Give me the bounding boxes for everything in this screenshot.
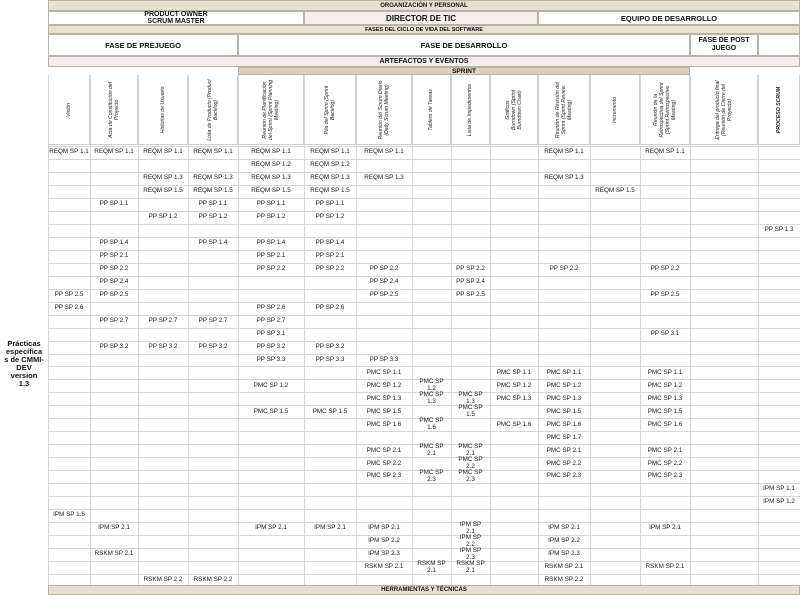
practice-cell: PMC SP 2.3 <box>419 469 444 483</box>
side-label: Prácticas específica s de CMMI- DEV version 1.3 <box>4 339 44 388</box>
column-divider <box>490 75 491 587</box>
column-divider <box>412 75 413 587</box>
practice-cell: PMC SP 1.2 <box>419 378 444 392</box>
practice-cell: PP SP 3.1 <box>650 329 680 337</box>
practice-cell: PMC SP 2.2 <box>546 459 582 467</box>
practice-cell: PP SP 3.2 <box>148 342 178 350</box>
row-divider <box>48 509 800 510</box>
practice-cell: PMC SP 1.2 <box>253 381 289 389</box>
practice-cell: PP SP 2.2 <box>456 264 485 272</box>
column-header-label: Tablero de Tareas <box>428 88 434 131</box>
practice-cell: PP SP 1.4 <box>315 239 345 247</box>
column-header-label: Lista de Producto (Product Backlog) <box>206 78 219 141</box>
practice-cell: IPM SP 2.1 <box>314 524 346 532</box>
practice-cell: PMC SP 1.2 <box>546 381 582 389</box>
practice-cell: PP SP 2.5 <box>369 290 399 298</box>
column-header-label: Gráficos Burndown (Sprint Burndown Chart) <box>504 89 523 130</box>
practice-cell: REQM SP 1.1 <box>544 148 584 156</box>
practice-cell: PMC SP 1.2 <box>366 381 402 389</box>
column-header-12 <box>590 75 640 145</box>
practice-cell: PP SP 1.4 <box>99 239 129 247</box>
practice-cell: PMC SP 1.7 <box>546 433 582 441</box>
practice-cell: PP SP 2.1 <box>99 251 129 259</box>
column-header-1 <box>48 75 90 145</box>
column-header-3 <box>138 75 188 145</box>
practice-cell: PP SP 2.4 <box>369 277 399 285</box>
column-header-4 <box>188 75 238 145</box>
column-header-9 <box>451 75 490 145</box>
practice-cell: IPM SP 1.6 <box>53 511 85 519</box>
practice-cell: REQM SP 1.5 <box>595 187 635 195</box>
practice-cell: PP SP 2.1 <box>315 251 345 259</box>
row-divider <box>48 535 800 536</box>
practice-cell: PMC SP 1.1 <box>647 368 683 376</box>
director-header: DIRECTOR DE TIC <box>304 11 538 25</box>
practice-cell: PP SP 3.3 <box>256 355 286 363</box>
practice-cell: PP SP 2.2 <box>99 264 129 272</box>
practice-cell: IPM SP 1.1 <box>763 485 795 493</box>
practice-cell: RSKM SP 2.2 <box>193 576 233 584</box>
practice-cell: PP SP 3.1 <box>256 329 286 337</box>
column-header-label: Reunión del Scrum Diario (Daily Scrum Meeting) <box>377 79 390 140</box>
practice-cell: IPM SP 2.1 <box>649 524 681 532</box>
sprint-band: SPRINT <box>238 67 690 75</box>
practice-cell: REQM SP 1.1 <box>193 148 233 156</box>
column-header-label: Visión <box>65 102 72 117</box>
row-divider <box>48 224 800 225</box>
row-divider <box>48 354 800 355</box>
practice-cell: REQM SP 1.1 <box>251 148 291 156</box>
practice-cell: REQM SP 1.5 <box>251 187 291 195</box>
practice-cell: RSKM SP 2.1 <box>94 550 134 558</box>
practice-cell: PP SP 3.3 <box>369 355 399 363</box>
practice-cell: PP SP 1.3 <box>764 226 794 234</box>
column-header-label: Entrega del producto final (Reunión de Cierre del Proyecto) <box>714 79 733 140</box>
practice-cell: REQM SP 1.1 <box>94 148 134 156</box>
practice-cell: PP SP 3.2 <box>198 342 228 350</box>
practice-cell: PP SP 2.4 <box>99 277 129 285</box>
practice-cell: IPM SP 1.2 <box>763 498 795 506</box>
practice-cell: PP SP 2.5 <box>650 290 680 298</box>
org-band: ORGANIZACIÓN Y PERSONAL <box>48 0 800 11</box>
column-divider <box>690 75 691 587</box>
practice-cell: PP SP 3.2 <box>256 342 286 350</box>
column-header-label: Acta de Constitución del Proyecto <box>107 81 120 138</box>
practice-cell: PP SP 2.2 <box>315 264 345 272</box>
practice-cell: REQM SP 1.1 <box>49 148 89 156</box>
practice-cell: REQM SP 1.5 <box>193 187 233 195</box>
practice-cell: PP SP 3.3 <box>315 355 345 363</box>
practice-cell: RSKM SP 2.1 <box>364 563 404 571</box>
practice-cell: PP SP 2.7 <box>198 316 228 324</box>
practice-cell: IPM SP 2.1 <box>459 521 482 535</box>
practice-cell: PP SP 1.2 <box>198 213 228 221</box>
desarrollo-header: FASE DE DESARROLLO <box>238 34 690 56</box>
column-header-label: Reunión de la Retrospectiva del Sprint (Sprint Retrospective Meeting) <box>652 81 677 138</box>
practice-cell: PMC SP 1.6 <box>496 420 532 428</box>
practice-cell: REQM SP 1.5 <box>310 187 350 195</box>
practice-cell: IPM SP 2.3 <box>368 550 400 558</box>
row-divider <box>48 548 800 549</box>
row-divider <box>48 276 800 277</box>
practice-cell: REQM SP 1.1 <box>364 148 404 156</box>
equipo-header: EQUIPO DE DESARROLLO <box>538 11 800 25</box>
practice-cell: PP SP 2.2 <box>650 264 680 272</box>
practice-cell: REQM SP 1.5 <box>143 187 183 195</box>
column-header-14 <box>690 75 758 145</box>
practice-cell: IPM SP 2.1 <box>98 524 130 532</box>
practice-cell: PP SP 2.6 <box>256 303 286 311</box>
practice-cell: PMC SP 1.3 <box>496 394 532 402</box>
practice-cell: PMC SP 1.5 <box>366 407 402 415</box>
practice-cell: PMC SP 1.6 <box>419 417 444 431</box>
practice-cell: RSKM SP 2.2 <box>143 576 183 584</box>
practice-cell: PMC SP 1.1 <box>546 368 582 376</box>
column-header-2 <box>90 75 138 145</box>
row-divider <box>48 159 800 160</box>
practice-cell: RSKM SP 2.1 <box>417 560 446 574</box>
post-juego-header: FASE DE POST JUEGO <box>690 34 758 56</box>
practice-cell: PMC SP 1.3 <box>546 394 582 402</box>
practice-cell: PP SP 3.2 <box>315 342 345 350</box>
practice-cell: REQM SP 1.3 <box>193 174 233 182</box>
row-divider <box>48 198 800 199</box>
practice-cell: PMC SP 1.2 <box>647 381 683 389</box>
practice-cell: PP SP 2.7 <box>148 316 178 324</box>
practice-cell: PP SP 2.4 <box>456 277 485 285</box>
column-header-5 <box>238 75 304 145</box>
practice-cell: PMC SP 1.5 <box>458 404 483 418</box>
practice-cell: PP SP 2.5 <box>456 290 485 298</box>
practice-cell: PMC SP 2.1 <box>419 443 444 457</box>
practice-cell: REQM SP 1.3 <box>544 174 584 182</box>
practice-cell: PP SP 1.1 <box>99 200 129 208</box>
practice-cell: PMC SP 1.6 <box>546 420 582 428</box>
practice-cell: PMC SP 1.5 <box>312 407 348 415</box>
practice-cell: PMC SP 2.3 <box>458 469 483 483</box>
practice-cell: PP SP 2.2 <box>369 264 399 272</box>
practice-cell: RSKM SP 2.1 <box>645 563 685 571</box>
practice-cell: PMC SP 1.6 <box>366 420 402 428</box>
practice-cell: REQM SP 1.2 <box>310 161 350 169</box>
practice-cell: PMC SP 1.5 <box>253 407 289 415</box>
column-header-15 <box>758 75 800 145</box>
column-header-label: PROCESO SCRUM <box>775 86 782 133</box>
row-divider <box>48 496 800 497</box>
practice-cell: PMC SP 1.3 <box>647 394 683 402</box>
practice-cell: PP SP 2.6 <box>54 303 84 311</box>
practice-cell: PMC SP 2.3 <box>647 472 683 480</box>
practice-cell: PP SP 1.1 <box>315 200 345 208</box>
practice-cell: PMC SP 1.5 <box>546 407 582 415</box>
practice-cell: PMC SP 1.3 <box>366 394 402 402</box>
practice-cell: REQM SP 1.2 <box>251 161 291 169</box>
column-divider <box>451 75 452 587</box>
practice-cell: PMC SP 1.5 <box>647 407 683 415</box>
column-header-10 <box>490 75 538 145</box>
practice-cell: PMC SP 2.1 <box>546 446 582 454</box>
practice-cell: PP SP 1.2 <box>315 213 345 221</box>
practice-cell: REQM SP 1.3 <box>310 174 350 182</box>
column-header-label: Reunión de Planificación del Sprint (Sprint Planning Meeting) <box>261 79 280 140</box>
practice-cell: PP SP 2.2 <box>256 264 286 272</box>
practice-cell: PP SP 2.5 <box>99 290 129 298</box>
practice-cell: RSKM SP 2.1 <box>456 560 485 574</box>
practice-cell: PP SP 1.1 <box>256 200 286 208</box>
practice-cell: IPM SP 2.3 <box>548 550 580 558</box>
row-divider <box>48 237 800 238</box>
practice-cell: PMC SP 1.1 <box>366 368 402 376</box>
practice-cell: PP SP 1.4 <box>256 239 286 247</box>
column-header-label: Reunión de Revisión del Sprint (Sprint Review Meeting) <box>554 81 573 138</box>
practice-cell: REQM SP 1.3 <box>251 174 291 182</box>
column-header-7 <box>356 75 412 145</box>
practice-cell: PMC SP 2.2 <box>647 459 683 467</box>
practice-cell: PMC SP 1.1 <box>496 368 532 376</box>
practice-cell: REQM SP 1.1 <box>310 148 350 156</box>
practice-cell: PMC SP 2.3 <box>546 472 582 480</box>
product-owner-header: PRODUCT OWNER SCRUM MASTER <box>48 11 304 25</box>
column-header-label: Lista de Impedimentos <box>467 83 473 136</box>
artefactos-band: ARTEFACTOS Y EVENTOS <box>48 56 800 67</box>
practice-cell: REQM SP 1.3 <box>143 174 183 182</box>
practice-cell: PMC SP 2.1 <box>647 446 683 454</box>
practice-cell: IPM SP 2.2 <box>459 534 482 548</box>
practice-cell: REQM SP 1.1 <box>645 148 685 156</box>
practice-cell: PP SP 1.2 <box>148 213 178 221</box>
practice-cell: PMC SP 1.2 <box>496 381 532 389</box>
column-header-label: Incremento <box>611 96 618 123</box>
row-divider <box>48 250 800 251</box>
practice-cell: PMC SP 2.2 <box>366 459 402 467</box>
practice-cell: PP SP 1.2 <box>256 213 286 221</box>
practice-cell: PP SP 2.1 <box>256 251 286 259</box>
practice-cell: PMC SP 2.1 <box>366 446 402 454</box>
practice-cell: RSKM SP 2.2 <box>544 576 584 584</box>
practice-cell: PP SP 2.6 <box>315 303 345 311</box>
practice-cell: PP SP 2.2 <box>549 264 579 272</box>
practice-cell: IPM SP 2.2 <box>368 537 400 545</box>
column-header-6 <box>304 75 356 145</box>
practice-cell: RSKM SP 2.1 <box>544 563 584 571</box>
column-divider <box>758 75 759 587</box>
practice-cell: PMC SP 1.3 <box>419 391 444 405</box>
column-divider <box>590 75 591 587</box>
practice-cell: PP SP 3.2 <box>99 342 129 350</box>
column-header-label: Historias de Usuario <box>159 86 166 133</box>
fases-band: FASES DEL CICLO DE VIDA DEL SOFTWARE <box>48 25 800 34</box>
practice-cell: PP SP 2.7 <box>99 316 129 324</box>
column-header-label: Pila del Sprint (Sprint Backlog) <box>323 85 336 134</box>
practice-cell: PP SP 2.5 <box>54 290 84 298</box>
row-divider <box>48 302 800 303</box>
practice-cell: PMC SP 2.2 <box>458 456 483 470</box>
practice-cell: PMC SP 1.6 <box>647 420 683 428</box>
practice-cell: PMC SP 1.3 <box>458 391 483 405</box>
herramientas-band: HERRAMIENTAS Y TÉCNICAS <box>48 585 800 595</box>
practice-cell: IPM SP 2.3 <box>459 547 482 561</box>
practice-cell: IPM SP 2.1 <box>255 524 287 532</box>
prejuego-header: FASE DE PREJUEGO <box>48 34 238 56</box>
practice-cell: IPM SP 2.1 <box>368 524 400 532</box>
practice-cell: IPM SP 2.1 <box>548 524 580 532</box>
practice-cell: PP SP 2.7 <box>256 316 286 324</box>
practice-cell: PMC SP 2.3 <box>366 472 402 480</box>
column-header-11 <box>538 75 590 145</box>
practice-cell: REQM SP 1.1 <box>143 148 183 156</box>
practice-cell: PMC SP 2.1 <box>458 443 483 457</box>
practice-cell: PP SP 1.1 <box>198 200 228 208</box>
practice-cell: PP SP 1.4 <box>198 239 228 247</box>
column-header-8 <box>412 75 451 145</box>
column-header-13 <box>640 75 690 145</box>
practice-cell: REQM SP 1.3 <box>364 174 404 182</box>
practice-cell: IPM SP 2.2 <box>548 537 580 545</box>
